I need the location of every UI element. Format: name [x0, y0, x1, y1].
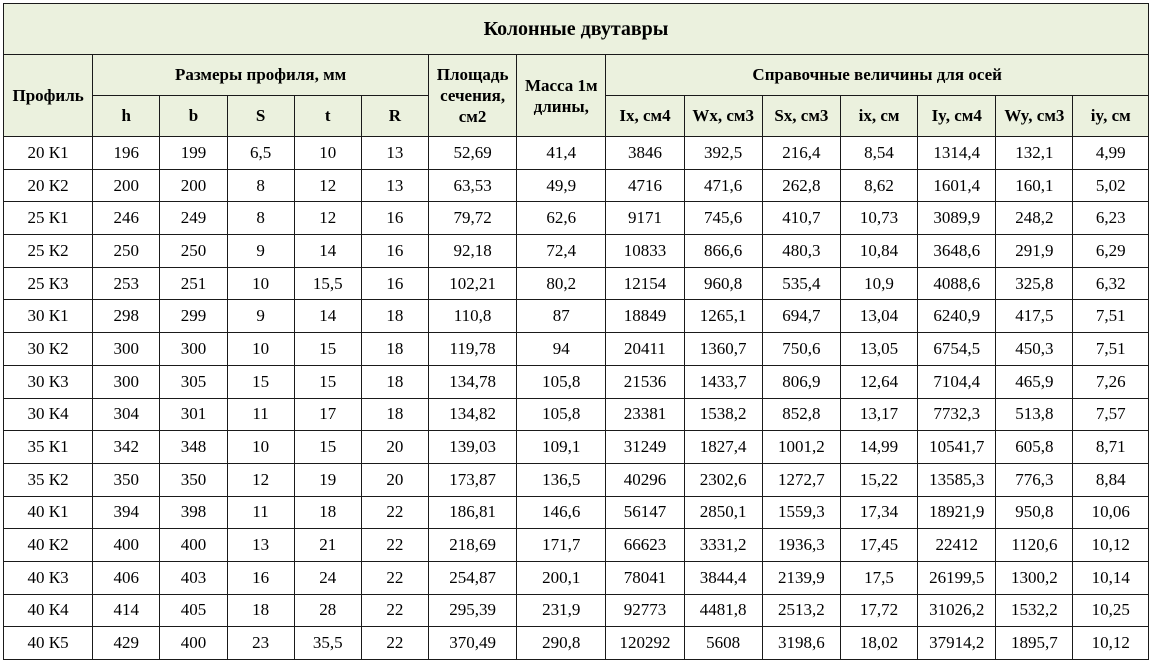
table-cell: 7732,3	[918, 398, 996, 431]
table-cell: 12,64	[840, 365, 917, 398]
table-cell: 745,6	[684, 202, 762, 235]
table-cell: 1433,7	[684, 365, 762, 398]
table-cell: 11	[227, 496, 294, 529]
table-cell: 348	[160, 431, 227, 464]
profile-cell: 40 К4	[4, 594, 93, 627]
table-cell: 56147	[606, 496, 684, 529]
column-header: Wy, см3	[996, 96, 1073, 137]
table-row	[4, 627, 1149, 660]
table-cell: 35,5	[294, 627, 361, 660]
table-cell: 23381	[606, 398, 684, 431]
table-row	[4, 300, 1149, 333]
table-cell: 7,26	[1073, 365, 1149, 398]
table-cell: 18	[361, 365, 428, 398]
table-cell: 87	[517, 300, 606, 333]
header-mass: Масса 1м длины,	[517, 55, 606, 137]
table-cell: 22412	[918, 529, 996, 562]
column-header: Ix, см4	[606, 96, 684, 137]
table-cell: 78041	[606, 561, 684, 594]
table-cell: 301	[160, 398, 227, 431]
table-cell: 405	[160, 594, 227, 627]
table-cell: 12	[227, 463, 294, 496]
table-cell: 15,22	[840, 463, 917, 496]
table-cell: 2850,1	[684, 496, 762, 529]
table-cell: 10,9	[840, 267, 917, 300]
table-cell: 17,34	[840, 496, 917, 529]
table-cell: 13	[361, 137, 428, 170]
table-cell: 10,25	[1073, 594, 1149, 627]
table-cell: 26199,5	[918, 561, 996, 594]
table-cell: 246	[93, 202, 160, 235]
table-cell: 10,12	[1073, 627, 1149, 660]
table-cell: 1827,4	[684, 431, 762, 464]
table-cell: 23	[227, 627, 294, 660]
table-cell: 10541,7	[918, 431, 996, 464]
table-cell: 8,84	[1073, 463, 1149, 496]
table-cell: 216,4	[762, 137, 840, 170]
table-cell: 102,21	[428, 267, 516, 300]
table-cell: 20411	[606, 333, 684, 366]
table-cell: 18	[227, 594, 294, 627]
table-row	[4, 235, 1149, 268]
table-cell: 13	[361, 169, 428, 202]
column-ibeam-table	[3, 3, 1149, 660]
column-header: Iy, см4	[918, 96, 996, 137]
table-cell: 15	[294, 431, 361, 464]
table-cell: 1895,7	[996, 627, 1073, 660]
table-cell: 8,71	[1073, 431, 1149, 464]
table-body	[4, 137, 1149, 660]
table-cell: 325,8	[996, 267, 1073, 300]
table-cell: 7104,4	[918, 365, 996, 398]
table-cell: 92,18	[428, 235, 516, 268]
table-cell: 12	[294, 169, 361, 202]
table-cell: 72,4	[517, 235, 606, 268]
table-cell: 465,9	[996, 365, 1073, 398]
table-cell: 7,51	[1073, 333, 1149, 366]
table-cell: 4088,6	[918, 267, 996, 300]
table-cell: 3089,9	[918, 202, 996, 235]
profile-cell: 30 К3	[4, 365, 93, 398]
table-row	[4, 431, 1149, 464]
table-cell: 173,87	[428, 463, 516, 496]
table-cell: 231,9	[517, 594, 606, 627]
table-cell: 471,6	[684, 169, 762, 202]
table-cell: 3648,6	[918, 235, 996, 268]
profile-cell: 25 К2	[4, 235, 93, 268]
table-cell: 10	[227, 333, 294, 366]
table-cell: 305	[160, 365, 227, 398]
table-cell: 304	[93, 398, 160, 431]
table-cell: 134,78	[428, 365, 516, 398]
column-header: iy, см	[1073, 96, 1149, 137]
table-cell: 22	[361, 561, 428, 594]
table-cell: 94	[517, 333, 606, 366]
table-cell: 2513,2	[762, 594, 840, 627]
table-cell: 8	[227, 169, 294, 202]
table-cell: 370,49	[428, 627, 516, 660]
table-cell: 694,7	[762, 300, 840, 333]
table-cell: 22	[361, 594, 428, 627]
table-cell: 63,53	[428, 169, 516, 202]
table-cell: 119,78	[428, 333, 516, 366]
header-profile: Профиль	[4, 55, 93, 137]
table-cell: 16	[361, 235, 428, 268]
table-cell: 22	[361, 627, 428, 660]
profile-cell: 30 К2	[4, 333, 93, 366]
table-cell: 6,23	[1073, 202, 1149, 235]
table-cell: 16	[227, 561, 294, 594]
table-cell: 14	[294, 235, 361, 268]
table-cell: 9171	[606, 202, 684, 235]
table-cell: 10,14	[1073, 561, 1149, 594]
table-cell: 1538,2	[684, 398, 762, 431]
table-cell: 10833	[606, 235, 684, 268]
table-cell: 1559,3	[762, 496, 840, 529]
table-cell: 18	[361, 333, 428, 366]
column-header: R	[361, 96, 428, 137]
table-cell: 10,73	[840, 202, 917, 235]
table-cell: 3331,2	[684, 529, 762, 562]
table-cell: 2302,6	[684, 463, 762, 496]
table-cell: 400	[160, 627, 227, 660]
table-cell: 105,8	[517, 365, 606, 398]
table-cell: 110,8	[428, 300, 516, 333]
table-cell: 105,8	[517, 398, 606, 431]
table-cell: 250	[160, 235, 227, 268]
table-cell: 18921,9	[918, 496, 996, 529]
table-cell: 146,6	[517, 496, 606, 529]
profile-cell: 40 К3	[4, 561, 93, 594]
table-cell: 196	[93, 137, 160, 170]
table-cell: 3198,6	[762, 627, 840, 660]
table-cell: 5,02	[1073, 169, 1149, 202]
table-cell: 132,1	[996, 137, 1073, 170]
table-cell: 392,5	[684, 137, 762, 170]
table-cell: 49,9	[517, 169, 606, 202]
table-cell: 21536	[606, 365, 684, 398]
table-cell: 300	[93, 333, 160, 366]
table-cell: 37914,2	[918, 627, 996, 660]
table-row	[4, 333, 1149, 366]
table-cell: 429	[93, 627, 160, 660]
profile-cell: 20 К1	[4, 137, 93, 170]
table-cell: 300	[160, 333, 227, 366]
profile-cell: 20 К2	[4, 169, 93, 202]
table-cell: 7,51	[1073, 300, 1149, 333]
table-cell: 1601,4	[918, 169, 996, 202]
column-header: b	[160, 96, 227, 137]
table-cell: 13,04	[840, 300, 917, 333]
table-cell: 15,5	[294, 267, 361, 300]
table-cell: 28	[294, 594, 361, 627]
table-cell: 15	[227, 365, 294, 398]
table-cell: 1532,2	[996, 594, 1073, 627]
column-header: Wx, см3	[684, 96, 762, 137]
table-cell: 750,6	[762, 333, 840, 366]
table-row	[4, 137, 1149, 170]
table-row	[4, 496, 1149, 529]
table-cell: 410,7	[762, 202, 840, 235]
table-cell: 1300,2	[996, 561, 1073, 594]
table-cell: 2139,9	[762, 561, 840, 594]
table-cell: 24	[294, 561, 361, 594]
table-cell: 300	[93, 365, 160, 398]
table-cell: 406	[93, 561, 160, 594]
table-cell: 15	[294, 365, 361, 398]
table-cell: 291,9	[996, 235, 1073, 268]
table-cell: 21	[294, 529, 361, 562]
table-cell: 19	[294, 463, 361, 496]
table-row	[4, 561, 1149, 594]
table-cell: 16	[361, 267, 428, 300]
table-cell: 136,5	[517, 463, 606, 496]
table-cell: 262,8	[762, 169, 840, 202]
table-cell: 200,1	[517, 561, 606, 594]
table-cell: 535,4	[762, 267, 840, 300]
column-header: Sx, см3	[762, 96, 840, 137]
table-cell: 398	[160, 496, 227, 529]
table-cell: 62,6	[517, 202, 606, 235]
table-cell: 17,5	[840, 561, 917, 594]
profile-cell: 35 К2	[4, 463, 93, 496]
table-cell: 950,8	[996, 496, 1073, 529]
table-cell: 295,39	[428, 594, 516, 627]
table-cell: 414	[93, 594, 160, 627]
table-cell: 92773	[606, 594, 684, 627]
profile-cell: 25 К1	[4, 202, 93, 235]
table-cell: 8	[227, 202, 294, 235]
table-cell: 250	[93, 235, 160, 268]
table-cell: 11	[227, 398, 294, 431]
table-cell: 160,1	[996, 169, 1073, 202]
table-cell: 13585,3	[918, 463, 996, 496]
table-cell: 18,02	[840, 627, 917, 660]
table-row	[4, 529, 1149, 562]
table-cell: 134,82	[428, 398, 516, 431]
table-cell: 9	[227, 235, 294, 268]
table-cell: 1265,1	[684, 300, 762, 333]
table-cell: 403	[160, 561, 227, 594]
table-cell: 13	[227, 529, 294, 562]
header-dimensions-group: Размеры профиля, мм	[93, 55, 429, 96]
table-cell: 251	[160, 267, 227, 300]
table-cell: 342	[93, 431, 160, 464]
profile-cell: 40 К1	[4, 496, 93, 529]
table-cell: 218,69	[428, 529, 516, 562]
table-row	[4, 169, 1149, 202]
column-header: ix, см	[840, 96, 917, 137]
table-container	[3, 3, 1149, 660]
table-cell: 866,6	[684, 235, 762, 268]
table-cell: 10,06	[1073, 496, 1149, 529]
table-cell: 254,87	[428, 561, 516, 594]
table-cell: 400	[93, 529, 160, 562]
table-cell: 350	[160, 463, 227, 496]
table-cell: 4,99	[1073, 137, 1149, 170]
table-cell: 450,3	[996, 333, 1073, 366]
table-cell: 12154	[606, 267, 684, 300]
table-cell: 5608	[684, 627, 762, 660]
table-cell: 10,12	[1073, 529, 1149, 562]
table-cell: 806,9	[762, 365, 840, 398]
table-cell: 6,5	[227, 137, 294, 170]
table-cell: 249	[160, 202, 227, 235]
table-title: Колонные двутавры	[4, 4, 1149, 55]
table-cell: 513,8	[996, 398, 1073, 431]
table-cell: 290,8	[517, 627, 606, 660]
table-cell: 1314,4	[918, 137, 996, 170]
header-area: Площадь сечения, см2	[428, 55, 516, 137]
table-cell: 40296	[606, 463, 684, 496]
profile-cell: 35 К1	[4, 431, 93, 464]
table-cell: 1936,3	[762, 529, 840, 562]
table-cell: 20	[361, 431, 428, 464]
table-row	[4, 463, 1149, 496]
table-cell: 10	[227, 431, 294, 464]
table-cell: 31249	[606, 431, 684, 464]
profile-cell: 30 К1	[4, 300, 93, 333]
table-cell: 18	[361, 398, 428, 431]
table-cell: 66623	[606, 529, 684, 562]
column-header: t	[294, 96, 361, 137]
table-cell: 199	[160, 137, 227, 170]
table-cell: 3846	[606, 137, 684, 170]
table-cell: 394	[93, 496, 160, 529]
table-cell: 16	[361, 202, 428, 235]
profile-cell: 40 К2	[4, 529, 93, 562]
table-cell: 17,45	[840, 529, 917, 562]
table-cell: 417,5	[996, 300, 1073, 333]
table-row	[4, 365, 1149, 398]
table-row	[4, 267, 1149, 300]
table-cell: 17,72	[840, 594, 917, 627]
table-cell: 253	[93, 267, 160, 300]
table-cell: 6240,9	[918, 300, 996, 333]
table-cell: 80,2	[517, 267, 606, 300]
table-cell: 10	[294, 137, 361, 170]
table-cell: 852,8	[762, 398, 840, 431]
table-cell: 200	[93, 169, 160, 202]
table-cell: 4481,8	[684, 594, 762, 627]
profile-cell: 40 К5	[4, 627, 93, 660]
table-cell: 171,7	[517, 529, 606, 562]
table-cell: 13,17	[840, 398, 917, 431]
table-cell: 52,69	[428, 137, 516, 170]
table-cell: 6,32	[1073, 267, 1149, 300]
table-cell: 6754,5	[918, 333, 996, 366]
table-cell: 776,3	[996, 463, 1073, 496]
table-cell: 4716	[606, 169, 684, 202]
table-cell: 1360,7	[684, 333, 762, 366]
table-cell: 14	[294, 300, 361, 333]
table-cell: 20	[361, 463, 428, 496]
table-cell: 31026,2	[918, 594, 996, 627]
table-cell: 9	[227, 300, 294, 333]
table-cell: 8,62	[840, 169, 917, 202]
table-cell: 13,05	[840, 333, 917, 366]
table-row	[4, 398, 1149, 431]
table-row	[4, 594, 1149, 627]
table-cell: 79,72	[428, 202, 516, 235]
profile-cell: 30 К4	[4, 398, 93, 431]
table-cell: 109,1	[517, 431, 606, 464]
table-cell: 139,03	[428, 431, 516, 464]
column-header: h	[93, 96, 160, 137]
table-cell: 605,8	[996, 431, 1073, 464]
table-cell: 298	[93, 300, 160, 333]
table-cell: 18	[294, 496, 361, 529]
table-cell: 3844,4	[684, 561, 762, 594]
table-cell: 22	[361, 529, 428, 562]
table-cell: 10	[227, 267, 294, 300]
table-cell: 960,8	[684, 267, 762, 300]
table-cell: 248,2	[996, 202, 1073, 235]
table-cell: 1001,2	[762, 431, 840, 464]
table-cell: 15	[294, 333, 361, 366]
table-cell: 7,57	[1073, 398, 1149, 431]
table-cell: 400	[160, 529, 227, 562]
table-cell: 17	[294, 398, 361, 431]
table-row	[4, 202, 1149, 235]
table-cell: 10,84	[840, 235, 917, 268]
table-cell: 480,3	[762, 235, 840, 268]
table-cell: 18	[361, 300, 428, 333]
table-cell: 8,54	[840, 137, 917, 170]
column-header: S	[227, 96, 294, 137]
table-cell: 299	[160, 300, 227, 333]
header-reference-group: Справочные величины для осей	[606, 55, 1149, 96]
table-cell: 14,99	[840, 431, 917, 464]
table-cell: 41,4	[517, 137, 606, 170]
table-cell: 200	[160, 169, 227, 202]
table-cell: 12	[294, 202, 361, 235]
table-cell: 350	[93, 463, 160, 496]
table-cell: 6,29	[1073, 235, 1149, 268]
table-cell: 1120,6	[996, 529, 1073, 562]
table-cell: 1272,7	[762, 463, 840, 496]
table-cell: 22	[361, 496, 428, 529]
profile-cell: 25 К3	[4, 267, 93, 300]
table-cell: 18849	[606, 300, 684, 333]
table-cell: 186,81	[428, 496, 516, 529]
table-cell: 120292	[606, 627, 684, 660]
